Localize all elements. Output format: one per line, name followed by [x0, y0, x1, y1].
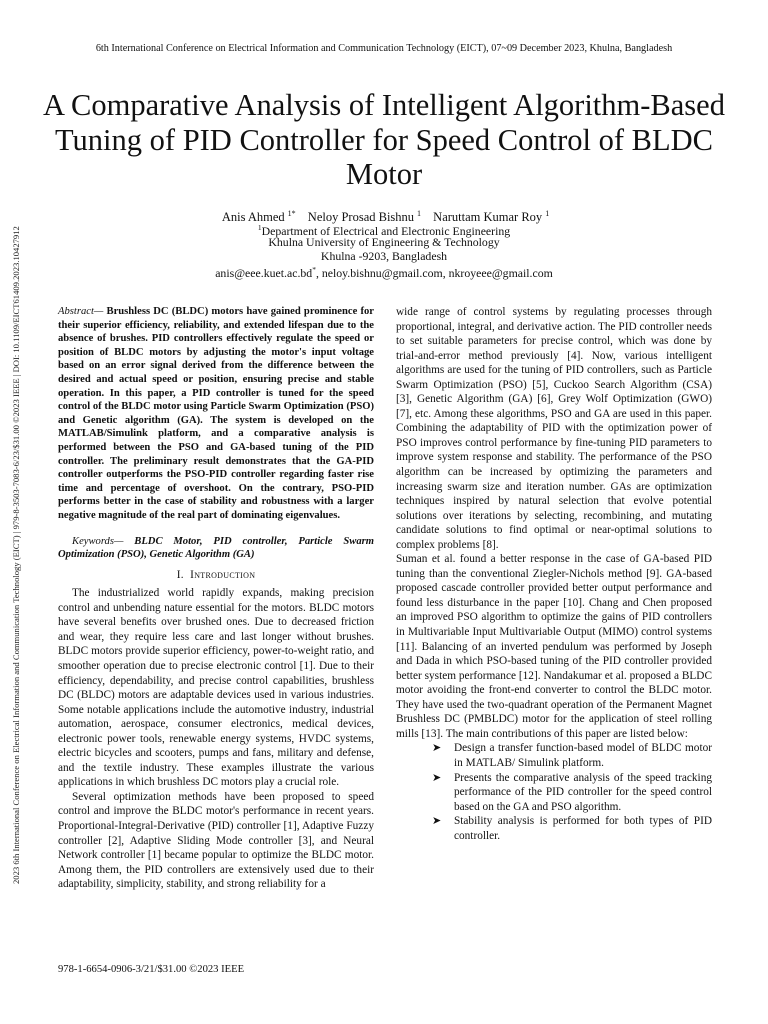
keywords: Keywords— BLDC Motor, PID controller, Particle Swarm Optimization (PSO), Genetic Algorithm (GA)	[58, 535, 374, 561]
left-column	[58, 305, 374, 892]
body-paragraph: Suman et al. found a better response in the case of GA-based PID tuning than the conventional Ziegler-Nichols method [9]. GA-based proposed cascade controller provided better output performance and found less disturbance in the paper [10]. Chang and Chen proposed an improved PSO algorithm to optimize the gains of PID controllers in Multivariable Input Multivariable Output (MIMO) control systems [11]. Balancing of an inverted pendulum was performed by Joseph and Dada in which PSO-based tuning of the PID controller provided better system performance [12]. Nandakumar et al. proposed a BLDC motor avoiding the front-end converter to control the BLDC motor. They have used the two-quadrant operation of the Permanent Magnet Brushless DC (PMBLDC) motor for the application of steel rolling mills [13]. The main contributions of this paper are listed below:	[396, 553, 712, 740]
copyright-footer: 978-1-6654-0906-3/21/$31.00 ©2023 IEEE	[58, 964, 245, 975]
affiliation-department: $^1$Department of Electrical and Electronic Engineering	[257, 223, 511, 238]
contributions-list	[396, 741, 712, 843]
arrow-bullet-icon: ➤	[432, 815, 442, 828]
list-item: ➤ Stability analysis is performed for both types of PID controller.	[432, 815, 712, 842]
section-heading-introduction: I. Introduction	[176, 568, 256, 581]
right-column	[396, 305, 712, 843]
author: Neloy Prosad Bishnu $^1$	[307, 209, 422, 225]
author-emails: anis@eee.kuet.ac.bd*, neloy.bishnu@gmail.com, nkroyeee@gmail.com	[215, 265, 553, 280]
affiliation-university: Khulna University of Engineering & Technology	[268, 235, 500, 249]
list-item: ➤ Presents the comparative analysis of the speed tracking performance of the PID controller for the speed control based on the GA and PSO algorithm.	[432, 771, 712, 813]
list-item: ➤ Design a transfer function-based model of BLDC motor in MATLAB/ Simulink platform.	[432, 742, 712, 769]
body-paragraph: The industrialized world rapidly expands, making precision control and unbending nature essential for the motors. BLDC motors have several benefits over brushed ones. Due to decreased friction and wear, they require less care and last longer without brushes. BLDC motors provide superior efficiency, power-to-weight ratio, and smoother operation due to precise electronic control [1]. Due to their efficiency, dependability, and precise control capabilities, brushless DC (BLDC) motors are adaptable devices used in various industries. Some notable applications include the automotive industry, industrial automation, aerospace, consumer electronics, medical devices, electronic power tools, renewable energy systems, HVDC systems, electric bicycles and scooters, pumps and fans, military and defense, and the textile industry. These examples illustrate the various applications in which brushless DC motors play a crucial role.	[58, 587, 374, 789]
author: Naruttam Kumar Roy $^1$	[433, 209, 550, 225]
author: Anis Ahmed $^{1*}$	[221, 209, 296, 225]
arrow-bullet-icon: ➤	[432, 742, 442, 755]
abstract: Abstract— Brushless DC (BLDC) motors have gained prominence for their superior efficiency, reliability, and extended lifespan due to the absence of brushes. PID controllers effectively regulate the speed or position of BLDC motors by adjusting the motor's input voltage based on an error signal derived from the difference between the desired and actual speed or position, ensuring precise and stable operation. In this paper, a PID controller is tuned for the speed control of the BLDC motor using Particle Swarm Optimization (PSO) and Genetic algorithm (GA). The system is developed on the MATLAB/Simulink platform, and a comparative analysis is performed between the PSO and GA-based tuning of the PID controller. The preliminary result demonstrates that the GA-PID controller outperforms the PSO-PID controller regarding faster rise time and percentage of overshoot. On the contrary, PSO-PID performs better in the case of stability and robustness with a larger negative magnitude of the real part of dominating eigenvalues.	[58, 306, 374, 521]
body-paragraph: Several optimization methods have been proposed to speed control and improve the BLDC motor's performance in recent years. Proportional-Integral-Derivative (PID) controller [1], Adaptive Fuzzy controller [2], Adaptive Sliding Mode controller [3], and Neural Network controller [1] became popular to optimize the BLDC motor. Among them, the PID controllers are extensively used due to their adaptability, simplicity, stability, and strong reliability for a	[58, 790, 374, 891]
conference-header: 6th International Conference on Electrical Information and Communication Technology (EICT), 07~09 December 2023, Khulna, Bangladesh	[95, 43, 673, 54]
paper-title: A Comparative Analysis of Intelligent Algorithm-Based Tuning of PID Controller for Speed Control of BLDC Motor	[43, 88, 725, 191]
body-paragraph: wide range of control systems by regulating processes through proportional, integral, and derivative action. The PID controller needs to set suitable parameters for precise control, which was done by trial-and-error method previously [4]. Now, various intelligent algorithms are used for the tuning of PID controllers, such as Particle Swarm Optimization (PSO) [5], Cuckoo Search Algorithm (CSA) [3], Genetic Algorithm (GA) [6], Grey Wolf Optimization (GWO) [7], etc. Among these algorithms, PSO and GA are used in this paper. Combining the adaptability of PID with the optimization power of PSO improves control performance by fine-tuning PID parameters to improve system response and stability. The performance of the PSO algorithm can be increased by optimizing the parameters and increasing swarm size and iteration number. GAs are optimization techniques inspired by natural selection that evolve potential solutions over iterations by selecting, recombining, and mutating candidate solutions to find optimal or near-optimal solutions to complex problems [8].	[396, 306, 712, 551]
arrow-bullet-icon: ➤	[432, 771, 442, 784]
doi-sidebar: 2023 6th International Conference on Electrical Information and Communication Technology (EICT) | 979-8-3503-7083-6/23/$31.00 ©2023 IEEE | DOI: 10.1109/EICT61409.2023.10427912	[11, 226, 21, 884]
affiliation-city: Khulna -9203, Bangladesh	[320, 249, 448, 263]
